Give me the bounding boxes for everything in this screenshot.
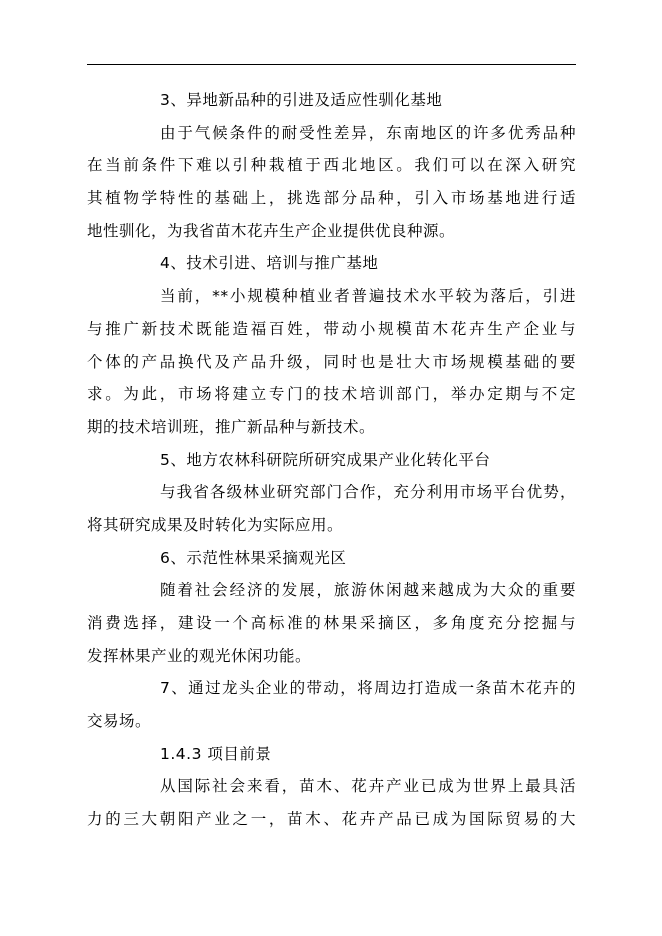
paragraph-line: 地性驯化，为我省苗木花卉生产企业提供优良种源。 [87, 221, 456, 240]
section-heading-3: 3、异地新品种的引进及适应性驯化基地 [160, 91, 443, 109]
paragraph-line: 消费选择，建设一个高标准的林果采摘区，多角度充分挖掘与 [87, 614, 576, 632]
section-heading-5: 5、地方农林科研院所研究成果产业化转化平台 [160, 450, 491, 469]
paragraph-line: 与我省各级林业研究部门合作，充分利用市场平台优势， [160, 483, 576, 502]
document-body [87, 84, 576, 836]
paragraph-line: 其植物学特性的基础上，挑选部分品种，引入市场基地进行适 [87, 189, 576, 208]
header-rule [87, 64, 576, 65]
paragraph-line: 发挥林果产业的观光休闲功能。 [87, 646, 312, 665]
paragraph-line: 将其研究成果及时转化为实际应用。 [87, 515, 344, 534]
section-heading-1-4-3: 1.4.3 项目前景 [160, 744, 272, 763]
section-item-7: 7、通过龙头企业的带动，将周边打造成一条苗木花卉的 [160, 679, 576, 698]
section-heading-4: 4、技术引进、培训与推广基地 [160, 254, 379, 273]
paragraph-line: 期的技术培训班，推广新品种与新技术。 [87, 417, 376, 436]
paragraph-line: 力的三大朝阳产业之一，苗木、花卉产品已成为国际贸易的大 [87, 810, 576, 829]
paragraph-line: 交易场。 [87, 712, 152, 731]
paragraph-line: 由于气候条件的耐受性差异，东南地区的许多优秀品种 [160, 123, 576, 142]
paragraph-line: 随着社会经济的发展，旅游休闲越来越成为大众的重要 [160, 581, 576, 600]
paragraph-line: 当前，**小规模种植业者普遍技术水平较为落后，引进 [160, 287, 576, 306]
paragraph-line: 在当前条件下难以引种栽植于西北地区。我们可以在深入研究 [87, 156, 576, 175]
paragraph-line: 个体的产品换代及产品升级，同时也是壮大市场规模基础的要 [87, 352, 576, 371]
paragraph-line: 求。为此，市场将建立专门的技术培训部门，举办定期与不定 [87, 385, 576, 404]
paragraph-line: 从国际社会来看，苗木、花卉产业已成为世界上最具活 [160, 777, 576, 796]
paragraph-line: 与推广新技术既能造福百姓，带动小规模苗木花卉生产企业与 [87, 319, 576, 338]
section-heading-6: 6、示范性林果采摘观光区 [160, 548, 347, 567]
